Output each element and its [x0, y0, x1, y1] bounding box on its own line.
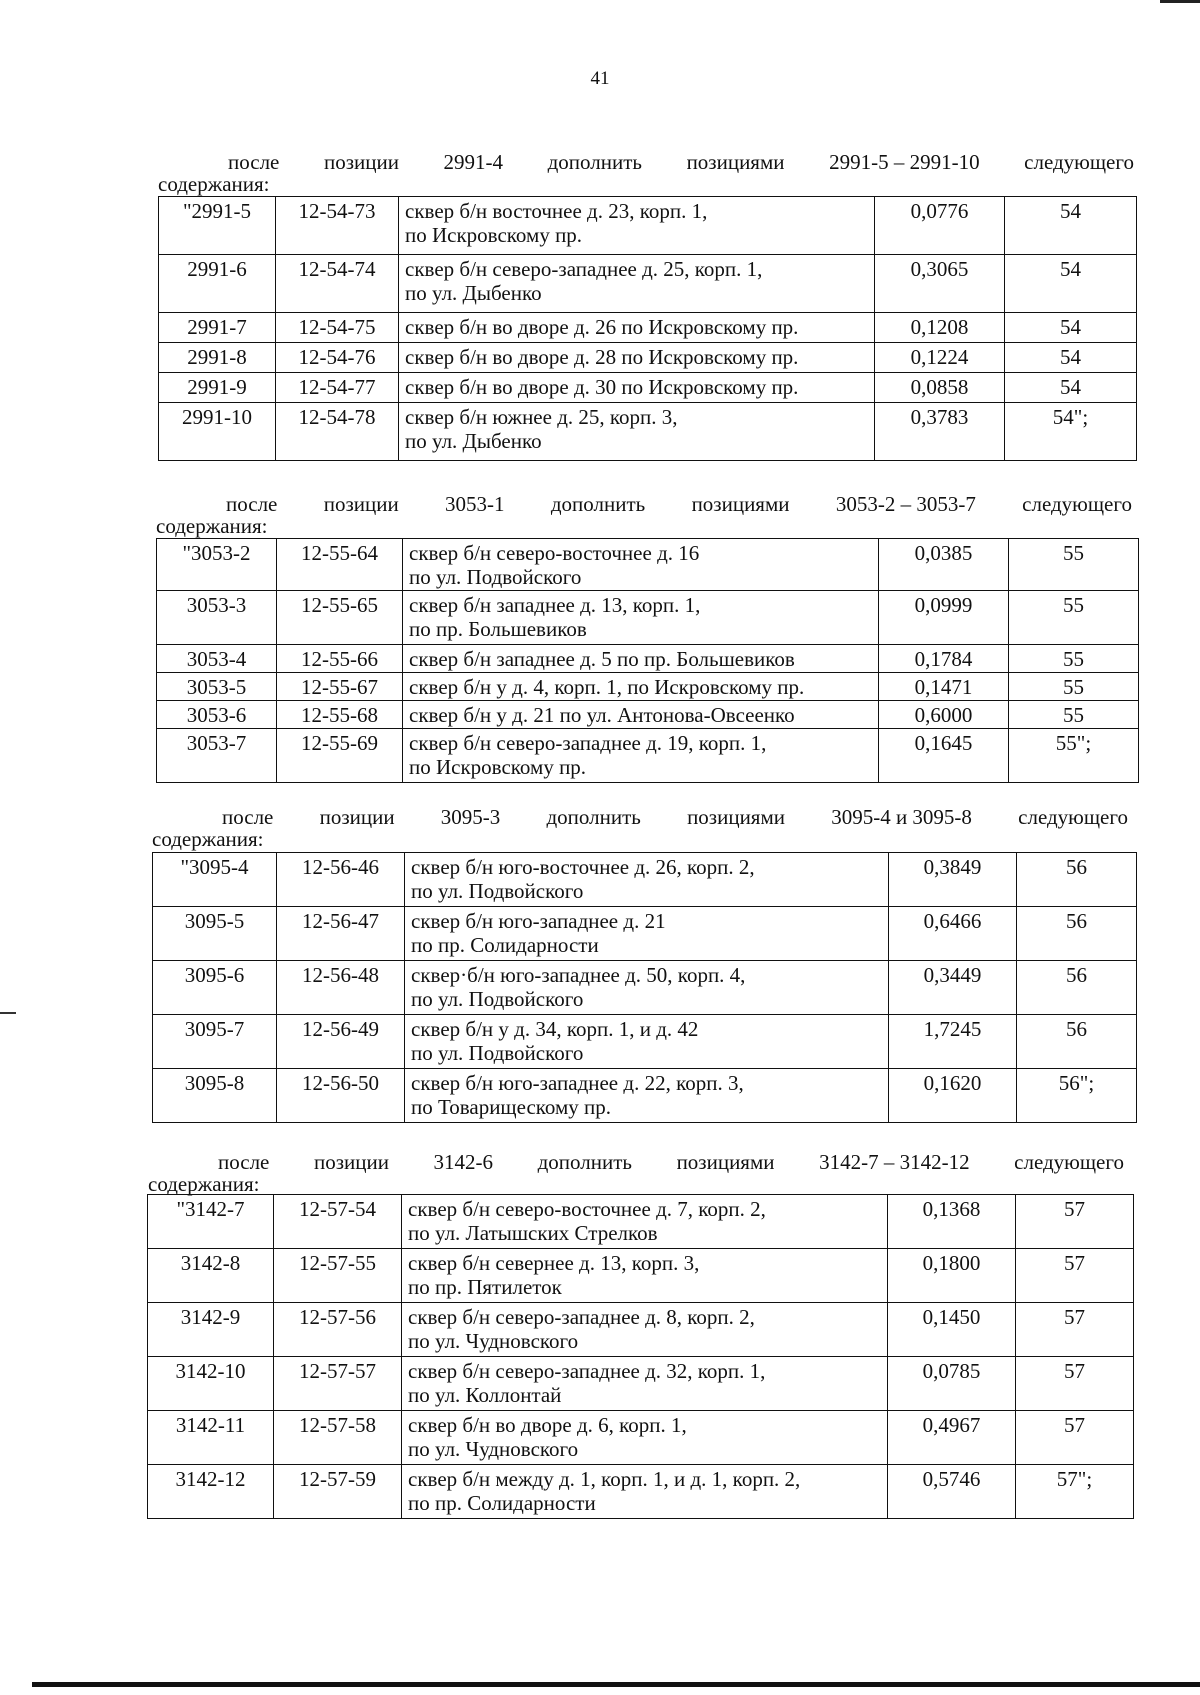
address-line: по пр. Солидарности: [408, 1491, 596, 1515]
code-cell: 12-55-67: [277, 673, 403, 701]
district-cell: 55: [1009, 673, 1139, 701]
position-cell: 3095-5: [153, 907, 277, 961]
code-cell: 12-55-69: [277, 729, 403, 783]
code-cell: 12-55-66: [277, 645, 403, 673]
area-cell: 0,3065: [875, 255, 1005, 313]
intro-word: позициями: [686, 150, 785, 174]
area-cell: 0,1784: [879, 645, 1009, 673]
address-cell: [403, 673, 879, 701]
amendment-section-2: [156, 492, 1132, 538]
section-intro-continuation: содержания:: [158, 172, 270, 196]
intro-word: позиции: [323, 492, 399, 516]
area-cell: 0,1620: [889, 1069, 1017, 1123]
address-line: сквер б/н северо-восточнее д. 7, корп. 2,: [408, 1197, 766, 1221]
amendment-section-4: [148, 1150, 1124, 1196]
district-cell: 54: [1005, 313, 1137, 343]
address-line: сквер б/н юго-западнее д. 21: [411, 909, 666, 933]
address-cell: [402, 1357, 888, 1411]
code-cell: 12-56-46: [277, 853, 405, 907]
district-cell: 55";: [1009, 729, 1139, 783]
intro-word: следующего: [1024, 150, 1134, 174]
position-cell: 3053-5: [157, 673, 277, 701]
table-row: [159, 197, 1137, 255]
address-cell: [405, 1015, 889, 1069]
table-row: [153, 1015, 1137, 1069]
table-row: [157, 591, 1139, 645]
code-cell: 12-57-56: [274, 1303, 402, 1357]
intro-word: после: [226, 492, 278, 516]
area-cell: 0,1208: [875, 313, 1005, 343]
positions-table: [156, 538, 1139, 783]
area-cell: 0,0858: [875, 373, 1005, 403]
code-cell: 12-54-73: [276, 197, 399, 255]
area-cell: 0,1224: [875, 343, 1005, 373]
section-intro: [148, 1150, 1124, 1174]
district-cell: 54: [1005, 255, 1137, 313]
section-intro-continuation: содержания:: [156, 514, 268, 538]
district-cell: 55: [1009, 539, 1139, 591]
district-cell: 54: [1005, 343, 1137, 373]
address-line: сквер б/н между д. 1, корп. 1, и д. 1, корп. 2,: [408, 1467, 801, 1491]
section-intro-continuation: содержания:: [148, 1172, 260, 1196]
area-cell: 0,1450: [888, 1303, 1016, 1357]
bottom-rule: [32, 1682, 1200, 1687]
address-line: сквер б/н западнее д. 5 по пр. Большевиков: [409, 647, 795, 671]
intro-word: следующего: [1022, 492, 1132, 516]
area-cell: 0,3849: [889, 853, 1017, 907]
address-cell: [402, 1195, 888, 1249]
intro-word: позиции: [313, 1150, 389, 1174]
area-cell: 0,6466: [889, 907, 1017, 961]
code-cell: 12-56-47: [277, 907, 405, 961]
intro-word: дополнить: [546, 805, 641, 829]
district-cell: 56";: [1017, 1069, 1137, 1123]
intro-word: дополнить: [547, 150, 642, 174]
address-line: по Искровскому пр.: [405, 223, 583, 247]
address-cell: [402, 1303, 888, 1357]
address-line: по ул. Дыбенко: [405, 281, 542, 305]
area-cell: 0,5746: [888, 1465, 1016, 1519]
address-line: по ул. Коллонтай: [408, 1383, 562, 1407]
code-cell: 12-57-57: [274, 1357, 402, 1411]
table-row: [157, 645, 1139, 673]
address-cell: [403, 729, 879, 783]
district-cell: 55: [1009, 591, 1139, 645]
scan-side-mark: [0, 1012, 16, 1014]
address-line: по Товарищескому пр.: [411, 1095, 612, 1119]
intro-word: дополнить: [550, 492, 646, 516]
position-cell: "2991-5: [159, 197, 276, 255]
district-cell: 54: [1005, 373, 1137, 403]
table-row: [148, 1195, 1134, 1249]
table-row: [148, 1249, 1134, 1303]
intro-position: 2991-4: [443, 150, 504, 174]
district-cell: 57: [1016, 1411, 1134, 1465]
address-cell: [399, 255, 875, 313]
area-cell: 0,0385: [879, 539, 1009, 591]
intro-range: 3053-2 – 3053-7: [835, 492, 976, 516]
address-line: по пр. Пятилеток: [408, 1275, 562, 1299]
address-line: по ул. Дыбенко: [405, 429, 542, 453]
address-line: сквер б/н у д. 34, корп. 1, и д. 42: [411, 1017, 699, 1041]
intro-word: после: [228, 150, 280, 174]
area-cell: 0,3783: [875, 403, 1005, 461]
address-line: сквер б/н северо-западнее д. 32, корп. 1,: [408, 1359, 766, 1383]
code-cell: 12-55-68: [277, 701, 403, 729]
intro-word: после: [222, 805, 274, 829]
address-line: сквер б/н восточнее д. 23, корп. 1,: [405, 199, 708, 223]
section-intro-continuation: содержания:: [152, 827, 264, 851]
intro-word: следующего: [1018, 805, 1128, 829]
code-cell: 12-57-55: [274, 1249, 402, 1303]
address-line: сквер б/н южнее д. 25, корп. 3,: [405, 405, 678, 429]
address-cell: [405, 961, 889, 1015]
district-cell: 56: [1017, 961, 1137, 1015]
address-cell: [405, 907, 889, 961]
position-cell: 3095-7: [153, 1015, 277, 1069]
position-cell: "3142-7: [148, 1195, 274, 1249]
table-row: [157, 701, 1139, 729]
district-cell: 54: [1005, 197, 1137, 255]
address-line: сквер б/н во дворе д. 26 по Искровскому пр.: [405, 315, 799, 339]
table-row: [148, 1357, 1134, 1411]
positions-table: [158, 196, 1137, 461]
district-cell: 57";: [1016, 1465, 1134, 1519]
intro-word: позициями: [691, 492, 790, 516]
area-cell: 0,4967: [888, 1411, 1016, 1465]
table-row: [159, 313, 1137, 343]
code-cell: 12-54-78: [276, 403, 399, 461]
table-row: [148, 1465, 1134, 1519]
code-cell: 12-56-49: [277, 1015, 405, 1069]
amendment-section-1: [158, 150, 1134, 196]
district-cell: 55: [1009, 701, 1139, 729]
position-cell: 3095-8: [153, 1069, 277, 1123]
table-row: [157, 673, 1139, 701]
intro-range: 3095-4 и 3095-8: [831, 805, 972, 829]
address-line: по ул. Чудновского: [408, 1437, 579, 1461]
area-cell: 0,0776: [875, 197, 1005, 255]
table-row: [153, 961, 1137, 1015]
address-line: по ул. Чудновского: [408, 1329, 579, 1353]
table-row: [157, 539, 1139, 591]
section-intro: [152, 805, 1128, 829]
address-cell: [399, 403, 875, 461]
address-cell: [399, 373, 875, 403]
district-cell: 54";: [1005, 403, 1137, 461]
position-cell: 2991-8: [159, 343, 276, 373]
table-row: [159, 373, 1137, 403]
address-line: сквер·б/н юго-западнее д. 50, корп. 4,: [411, 963, 746, 987]
address-line: сквер б/н северо-западнее д. 25, корп. 1,: [405, 257, 763, 281]
address-cell: [405, 1069, 889, 1123]
position-cell: "3095-4: [153, 853, 277, 907]
district-cell: 57: [1016, 1357, 1134, 1411]
code-cell: 12-57-54: [274, 1195, 402, 1249]
intro-word: позиции: [319, 805, 395, 829]
position-cell: "3053-2: [157, 539, 277, 591]
address-line: сквер б/н севернее д. 13, корп. 3,: [408, 1251, 700, 1275]
intro-word: позициями: [676, 1150, 775, 1174]
area-cell: 0,1800: [888, 1249, 1016, 1303]
address-line: по ул. Подвойского: [411, 987, 584, 1011]
page-number: 41: [590, 68, 610, 89]
address-line: сквер б/н юго-восточнее д. 26, корп. 2,: [411, 855, 755, 879]
area-cell: 0,6000: [879, 701, 1009, 729]
intro-position: 3095-3: [440, 805, 501, 829]
area-cell: 0,1368: [888, 1195, 1016, 1249]
position-cell: 3142-11: [148, 1411, 274, 1465]
table-row: [159, 343, 1137, 373]
address-line: по пр. Солидарности: [411, 933, 599, 957]
positions-table: [147, 1194, 1134, 1519]
intro-word: после: [218, 1150, 270, 1174]
code-cell: 12-56-48: [277, 961, 405, 1015]
position-cell: 3053-4: [157, 645, 277, 673]
address-cell: [403, 701, 879, 729]
code-cell: 12-54-76: [276, 343, 399, 373]
address-cell: [399, 343, 875, 373]
code-cell: 12-57-59: [274, 1465, 402, 1519]
code-cell: 12-55-64: [277, 539, 403, 591]
intro-word: позициями: [687, 805, 785, 829]
intro-position: 3142-6: [433, 1150, 494, 1174]
table-row: [159, 403, 1137, 461]
position-cell: 3053-3: [157, 591, 277, 645]
positions-table-1: [158, 196, 1136, 461]
table-row: [153, 1069, 1137, 1123]
position-cell: 2991-6: [159, 255, 276, 313]
address-line: по ул. Латышских Стрелков: [408, 1221, 658, 1245]
table-row: [159, 255, 1137, 313]
intro-word: дополнить: [537, 1150, 632, 1174]
code-cell: 12-57-58: [274, 1411, 402, 1465]
position-cell: 3053-7: [157, 729, 277, 783]
positions-table-4: [147, 1194, 1133, 1519]
address-cell: [402, 1465, 888, 1519]
address-line: сквер б/н северо-западнее д. 19, корп. 1,: [409, 731, 767, 755]
area-cell: 0,1471: [879, 673, 1009, 701]
area-cell: 0,0785: [888, 1357, 1016, 1411]
table-row: [153, 907, 1137, 961]
district-cell: 56: [1017, 853, 1137, 907]
address-line: сквер б/н у д. 4, корп. 1, по Искровскому пр.: [409, 675, 805, 699]
intro-word: позиции: [323, 150, 399, 174]
section-intro: [158, 150, 1134, 174]
district-cell: 55: [1009, 645, 1139, 673]
address-cell: [399, 313, 875, 343]
address-line: сквер б/н северо-восточнее д. 16: [409, 541, 700, 565]
section-intro: [156, 492, 1132, 516]
district-cell: 56: [1017, 1015, 1137, 1069]
district-cell: 57: [1016, 1303, 1134, 1357]
position-cell: 2991-9: [159, 373, 276, 403]
position-cell: 3142-12: [148, 1465, 274, 1519]
position-cell: 3142-8: [148, 1249, 274, 1303]
intro-word: следующего: [1014, 1150, 1124, 1174]
address-line: сквер б/н западнее д. 13, корп. 1,: [409, 593, 701, 617]
position-cell: 3142-10: [148, 1357, 274, 1411]
address-cell: [405, 853, 889, 907]
address-line: сквер б/н у д. 21 по ул. Антонова-Овсеенко: [409, 703, 795, 727]
area-cell: 0,0999: [879, 591, 1009, 645]
address-line: сквер б/н во дворе д. 6, корп. 1,: [408, 1413, 687, 1437]
table-row: [153, 853, 1137, 907]
address-cell: [402, 1249, 888, 1303]
district-cell: 57: [1016, 1195, 1134, 1249]
amendment-section-3: [152, 805, 1128, 851]
positions-table-2: [156, 538, 1138, 783]
address-line: по ул. Подвойского: [411, 1041, 584, 1065]
position-cell: 2991-7: [159, 313, 276, 343]
positions-table-3: [152, 852, 1136, 1123]
address-line: по пр. Большевиков: [409, 617, 587, 641]
position-cell: 3053-6: [157, 701, 277, 729]
scan-edge-mark: [1160, 0, 1200, 3]
area-cell: 0,1645: [879, 729, 1009, 783]
code-cell: 12-54-74: [276, 255, 399, 313]
position-cell: 2991-10: [159, 403, 276, 461]
address-line: по ул. Подвойского: [411, 879, 584, 903]
code-cell: 12-55-65: [277, 591, 403, 645]
intro-range: 2991-5 – 2991-10: [829, 150, 980, 174]
district-cell: 57: [1016, 1249, 1134, 1303]
address-cell: [403, 591, 879, 645]
table-row: [148, 1303, 1134, 1357]
address-line: сквер б/н во дворе д. 28 по Искровскому пр.: [405, 345, 799, 369]
address-line: по ул. Подвойского: [409, 565, 582, 589]
area-cell: 0,3449: [889, 961, 1017, 1015]
address-line: сквер б/н северо-западнее д. 8, корп. 2,: [408, 1305, 755, 1329]
code-cell: 12-54-77: [276, 373, 399, 403]
position-cell: 3095-6: [153, 961, 277, 1015]
code-cell: 12-56-50: [277, 1069, 405, 1123]
position-cell: 3142-9: [148, 1303, 274, 1357]
address-cell: [402, 1411, 888, 1465]
address-cell: [399, 197, 875, 255]
positions-table: [152, 852, 1137, 1123]
code-cell: 12-54-75: [276, 313, 399, 343]
address-cell: [403, 645, 879, 673]
table-row: [157, 729, 1139, 783]
address-cell: [403, 539, 879, 591]
area-cell: 1,7245: [889, 1015, 1017, 1069]
intro-range: 3142-7 – 3142-12: [819, 1150, 970, 1174]
address-line: сквер б/н юго-западнее д. 22, корп. 3,: [411, 1071, 744, 1095]
table-row: [148, 1411, 1134, 1465]
address-line: по Искровскому пр.: [409, 755, 587, 779]
district-cell: 56: [1017, 907, 1137, 961]
intro-position: 3053-1: [445, 492, 505, 516]
address-line: сквер б/н во дворе д. 30 по Искровскому пр.: [405, 375, 799, 399]
